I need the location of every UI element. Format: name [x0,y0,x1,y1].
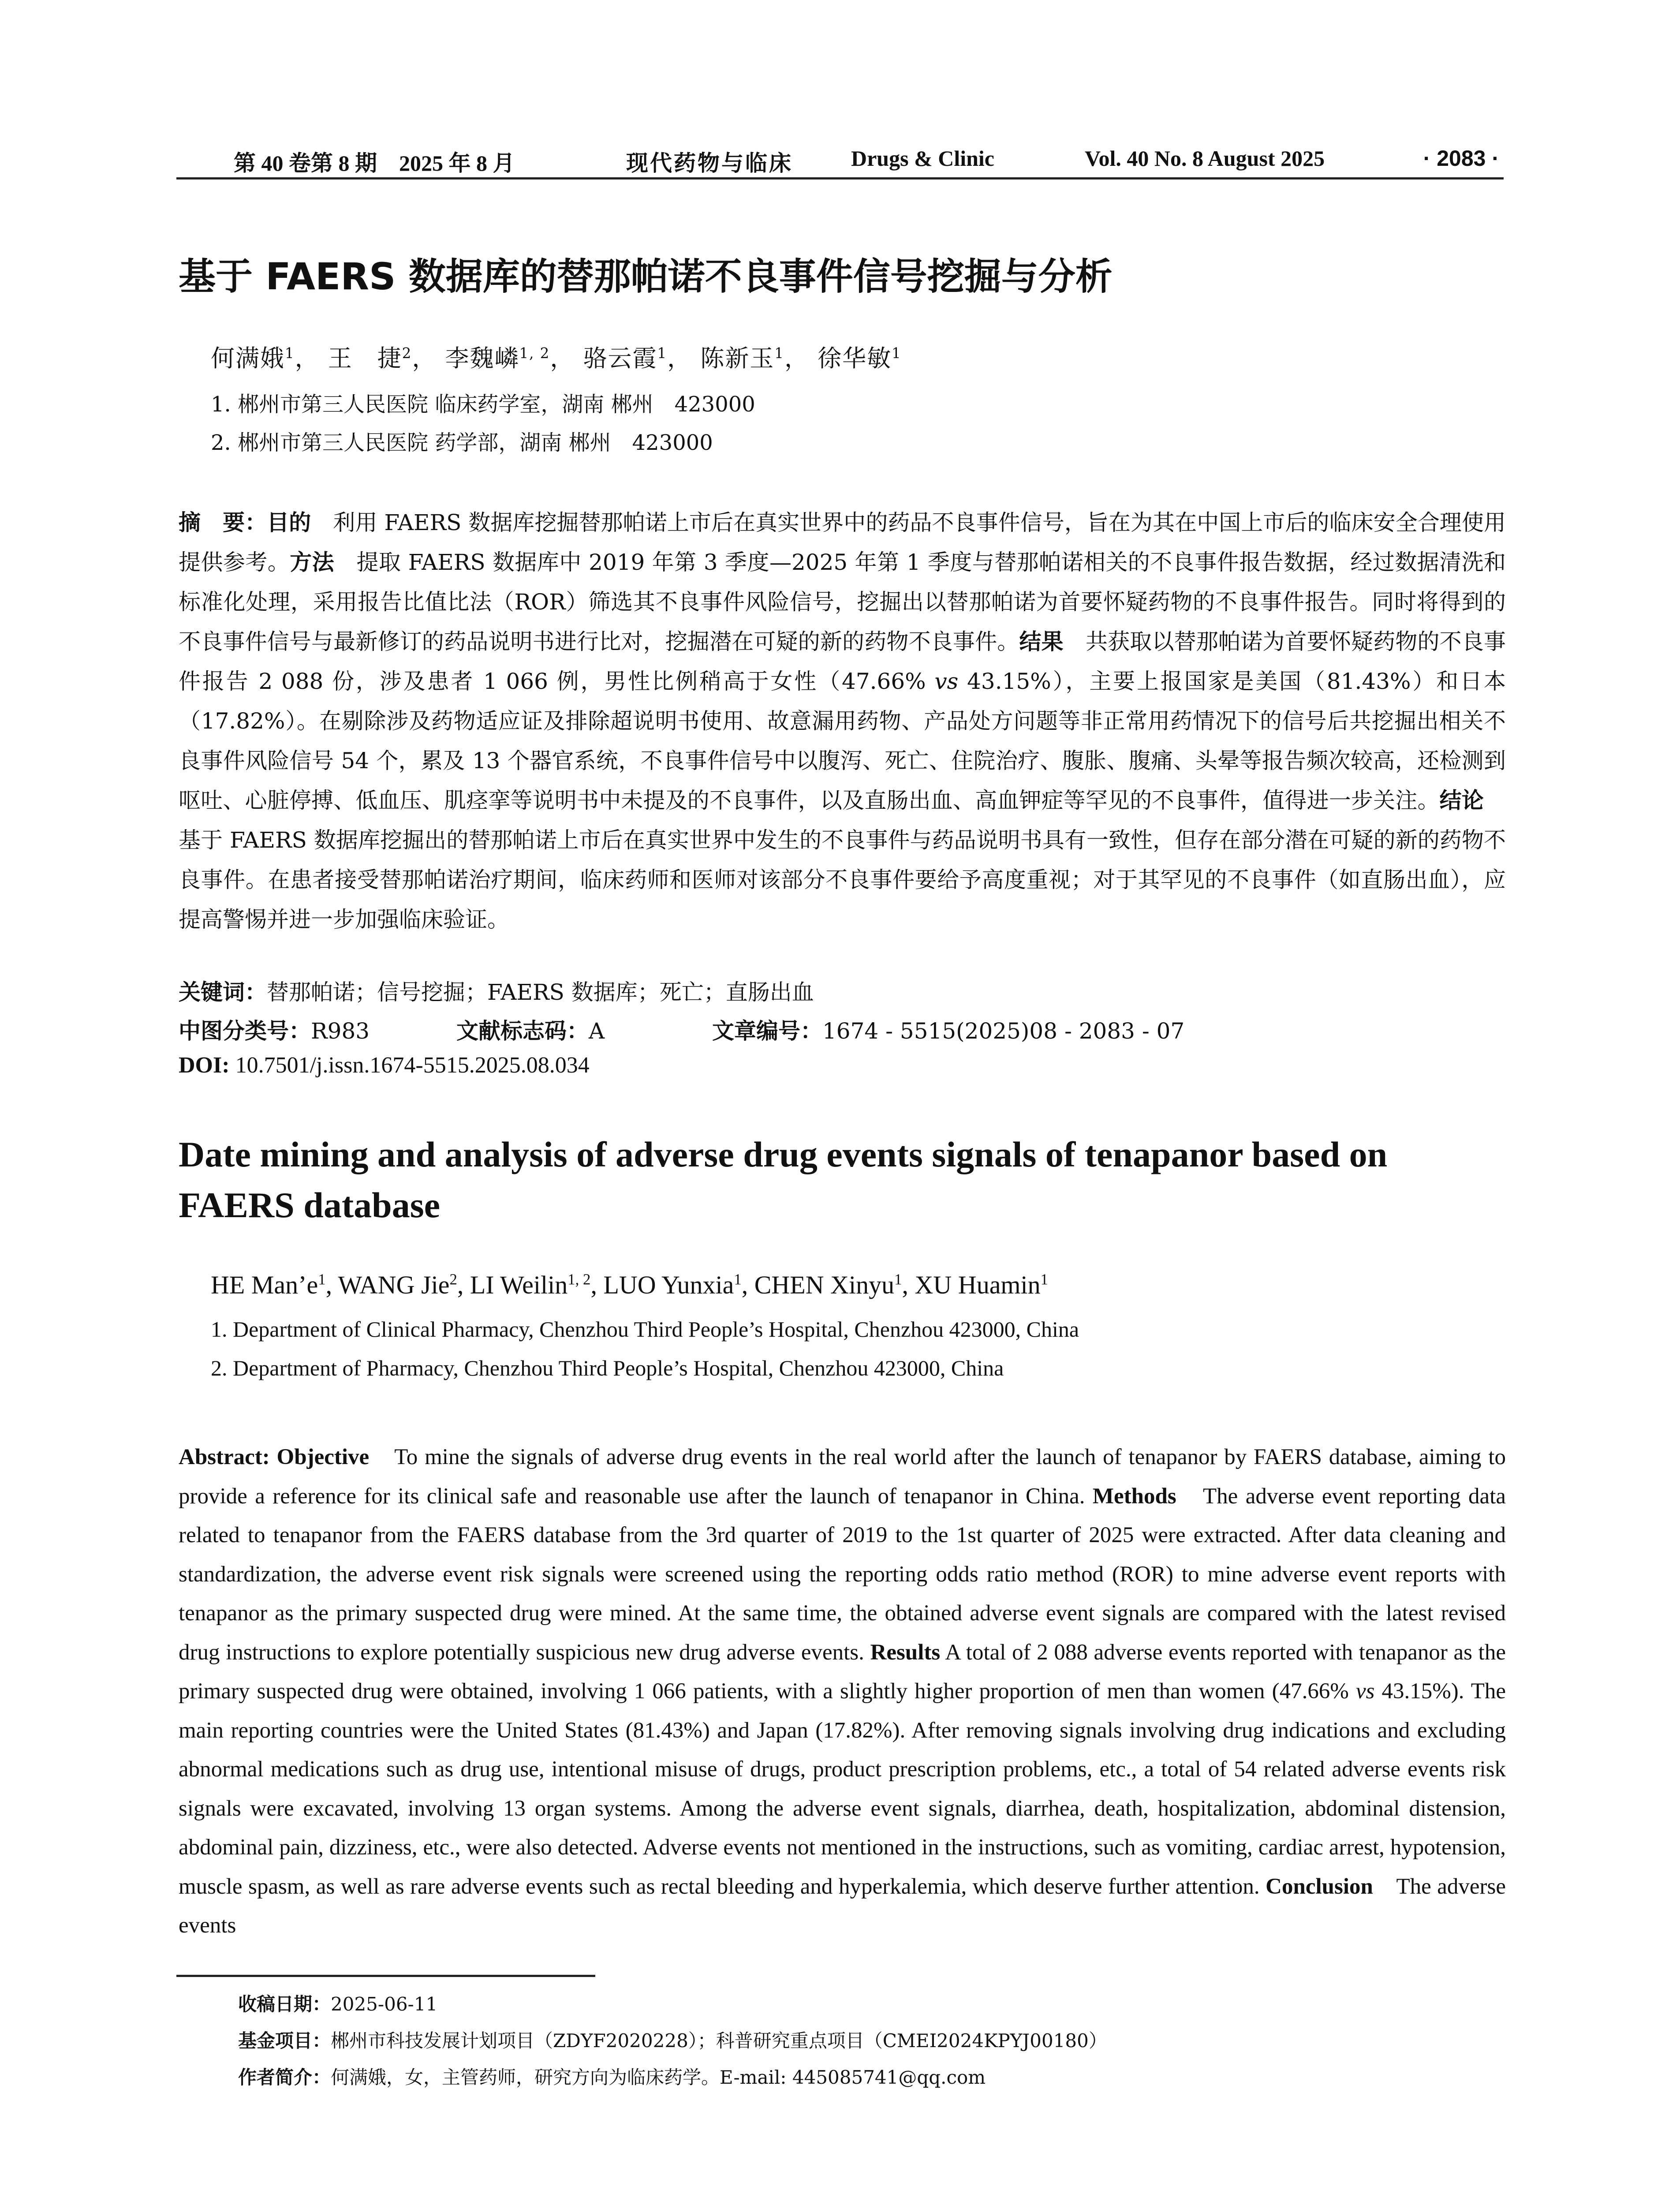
keywords-cn [179,975,814,1006]
author-affiliation-mark: 1 [892,345,902,362]
author-name: 李魏嶙 [445,344,519,372]
author-name: 骆云霞 [583,344,657,372]
affiliation-en-2: 2. Department of Pharmacy, Chenzhou Third People’s Hospital, Chenzhou 423000, China [211,1356,1004,1380]
funding-text: 郴州市科技发展计划项目（ZDYF2020228）；科普研究重点项目（CMEI2024KPYJ00180） [331,2030,1107,2052]
conclusion-text-en: The adverse events [179,1874,1506,1938]
abstract-label-cn: 摘 要： [179,510,267,535]
clc-value: R983 [311,1018,370,1044]
results-label-cn: 结果 [1019,629,1064,654]
author-name: LI Weilin [470,1271,568,1299]
doc-value: A [589,1018,605,1044]
footnote-divider [176,1975,595,1977]
header-page-number: · 2083 · [1423,146,1499,171]
article-number [712,1013,1184,1045]
art-value: 1674 - 5515(2025)08 - 2083 - 07 [822,1018,1185,1044]
author-name: LUO Yunxia [603,1271,734,1299]
vs-italic: vs [934,669,959,694]
author-name: 陈新玉 [700,344,775,372]
author-affiliation-mark: 1, 2 [519,345,550,362]
doi-line [179,1052,590,1078]
author-affiliation-mark: 1 [318,1271,326,1288]
author-affiliation-mark: 1, 2 [567,1271,591,1288]
abstract-objective-label-en: Abstract: Objective [179,1445,370,1469]
results-label-en: Results [870,1640,941,1665]
vs-italic: vs [1355,1679,1375,1704]
author-bio-text: 何满娥，女，主管药师，研究方向为临床药学。E-mail: 445085741@qq.com [331,2067,986,2088]
author-name: CHEN Xinyu [754,1271,895,1299]
objective-text-en: To mine the signals of adverse drug events in the real world after the launch of tenapanor by FAERS database, aiming to provide a reference for its clinical safe and reasonable use after the launch of tenapanor in China. [179,1445,1506,1509]
header-volume-en: Vol. 40 No. 8 August 2025 [1085,146,1325,171]
author-affiliation-mark: 2 [449,1271,457,1288]
doi-label: DOI: [179,1053,230,1078]
author-list-en: HE $Man’e^1$, WANG Jie$^2$, LI Weilin$^{1, 2}$, LUO Yunxia$^1$, CHEN Xinyu$^1$, XU Huamin$^1$ [211,1271,1049,1299]
keywords-label: 关键词： [179,979,267,1005]
article-title-en: Date mining and analysis of adverse drug events signals of tenapanor based on FAERS database [179,1134,1388,1225]
author-affiliation-mark: 1 [894,1271,902,1288]
author-affiliation-mark: 1 [774,345,784,362]
author-name: 王 捷 [328,344,402,372]
header-journal-cn: 现代药物与临床 [626,151,793,176]
article-title-cn: 基于 FAERS 数据库的替那帕诺不良事件信号挖掘与分析 [179,255,1113,298]
received-label: 收稿日期： [238,1993,331,2015]
methods-label-cn: 方法 [290,549,335,575]
footnote-received [238,1990,437,2016]
author-name: HE Man’e [211,1271,318,1299]
affiliation-cn-2: 2. 郴州市第三人民医院 药学部，湖南 郴州 423000 [211,430,713,455]
document-code [456,1013,712,1045]
received-date: 2025-06-11 [331,1993,438,2015]
methods-text-en: The adverse event reporting data related to tenapanor from the FAERS database from the 3rd quarter of 2019 to the 1st quarter of 2025 were extracted. After data cleaning and standardization, the adverse event risk signals were screened using the reporting odds ratio method (ROR) to mine adverse event reports with tenapanor as the primary suspected drug were mined. At the same time, the obtained adverse event signals are compared with the latest revised drug instructions to explore potentially suspicious new drug adverse events. [179,1484,1506,1665]
header-volume-cn: 第 40 卷第 8 期 2025 年 8 月 [234,151,515,176]
methods-label-en: Methods [1092,1484,1176,1509]
keywords-text: 替那帕诺；信号挖掘；FAERS 数据库；死亡；直肠出血 [267,979,814,1005]
author-name: 何满娥 [211,344,285,372]
objective-text-cn: 利用 FAERS 数据库挖掘替那帕诺上市后在真实世界中的药品不良事件信号，旨在为其在中国上市后的临床安全合理使用提供参考。 [179,510,1506,575]
doc-label: 文献标志码： [456,1018,589,1044]
funding-label: 基金项目： [238,2030,331,2052]
results-text-cn: 共获取以替那帕诺为首要怀疑药物的不良事件报告 2 088 份，涉及患者 1 066 例，男性比例稍高于女性（47.66% [179,629,1506,694]
results-text-en-cont: 43.15%). The main reporting countries were the United States (81.43%) and Japan (17.82%). After removing signals involving drug indications and excluding abnormal medications such as drug use, intentional misuse of drugs, product prescription problems, etc., a total of 54 related adverse events risk signals were excavated, involving 13 organ systems. Among the adverse event signals, diarrhea, death, hospitalization, abdominal distension, abdominal pain, dizziness, etc., were also detected. Adverse events not mentioned in the instructions, such as vomiting, cardiac arrest, hypotension, muscle spasm, as well as rare adverse events such as rectal bleeding and hyperkalemia, which deserve further attention. [179,1679,1506,1899]
author-affiliation-mark: 1 [657,345,668,362]
art-label: 文章编号： [712,1018,822,1044]
author-affiliation-mark: 1 [285,345,295,362]
author-affiliation-mark: 1 [734,1271,742,1288]
abstract-cn [179,503,1506,939]
conclusion-text-cn: 基于 FAERS 数据库挖掘出的替那帕诺上市后在真实世界中发生的不良事件与药品说明书具有一致性，但存在部分潜在可疑的新的药物不良事件。在患者接受替那帕诺治疗期间，临床药师和医师对该部分不良事件要给予高度重视；对于其罕见的不良事件（如直肠出血），应提高警惕并进一步加强临床验证。 [179,788,1506,932]
affiliation-en-1: 1. Department of Clinical Pharmacy, Chenzhou Third People’s Hospital, Chenzhou 423000, China [211,1317,1079,1342]
author-affiliation-mark: 1 [1040,1271,1049,1288]
running-header [176,142,1504,179]
footnote-funding [238,2026,1107,2053]
classification-line [179,1013,1184,1045]
conclusion-label-cn: 结论 [1439,788,1484,813]
author-name: WANG Jie [338,1271,450,1299]
footnote-author-bio [238,2063,986,2089]
doi-value[interactable]: 10.7501/j.issn.1674-5515.2025.08.034 [229,1053,590,1078]
author-bio-label: 作者简介： [238,2067,331,2088]
clc-number [179,1013,456,1045]
clc-label: 中图分类号： [179,1018,311,1044]
results-text-cn-cont: 43.15%），主要上报国家是美国（81.43%）和日本（17.82%）。在剔除涉及药物适应证及排除超说明书使用、故意漏用药物、产品处方问题等非正常用药情况下的信号后共挖掘出相关不良事件风险信号 54 个，累及 13 个器官系统，不良事件信号中以腹泻、死亡、住院治疗、腹胀、腹痛、头晕等报告频次较高，还检测到呕吐、心脏停搏、低血压、肌痉挛等说明书中未提及的不良事件，以及直肠出血、高血钾症等罕见的不良事件，值得进一步关注。 [179,669,1506,813]
author-name: XU Huamin [915,1271,1041,1299]
affiliation-cn-1: 1. 郴州市第三人民医院 临床药学室，湖南 郴州 423000 [211,392,755,417]
header-journal-en: Drugs & Clinic [851,146,994,171]
conclusion-label-en: Conclusion [1266,1874,1373,1899]
author-name: 徐华敏 [818,344,892,372]
objective-label-cn: 目的 [267,510,311,535]
results-text-en: A total of 2 088 adverse events reported with tenapanor as the primary suspected drug were obtained, involving 1 066 patients, with a slightly higher proportion of men than women (47.66% [179,1640,1506,1704]
author-affiliation-mark: 2 [402,345,412,362]
author-list-cn: 何满娥$^1$， 王 捷$^2$， 李魏嶙$^{1, 2}$， 骆云霞$^1$， 陈新玉$^1$， 徐华敏$^1$ [211,344,902,372]
methods-text-cn: 提取 FAERS 数据库中 2019 年第 3 季度—2025 年第 1 季度与替那帕诺相关的不良事件报告数据，经过数据清洗和标准化处理，采用报告比值比法（ROR）筛选其不良事件风险信号，挖掘出以替那帕诺为首要怀疑药物的不良事件报告。同时将得到的不良事件信号与最新修订的药品说明书进行比对，挖掘潜在可疑的新的药物不良事件。 [179,549,1506,654]
abstract-en [179,1438,1506,1945]
